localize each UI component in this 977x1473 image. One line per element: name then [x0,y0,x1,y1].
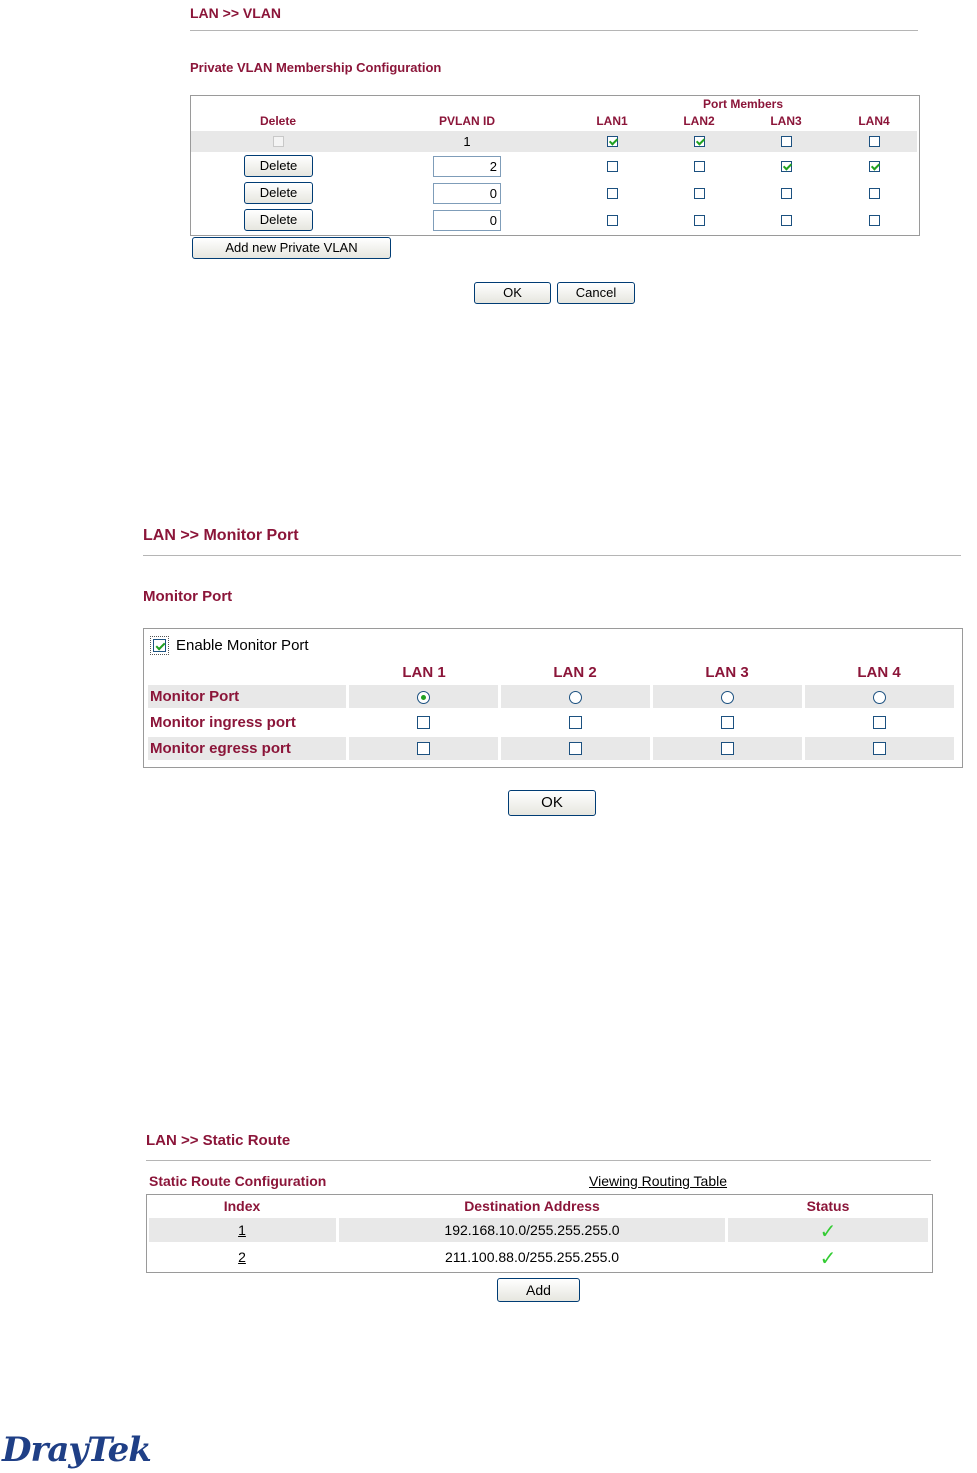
static-route-row1-index-link[interactable]: 1 [238,1222,246,1238]
monitor-egress-lan1-checkbox[interactable] [417,742,430,755]
vlan-header-port-members: Port Members [702,97,784,111]
monitor-ingress-lan2-checkbox[interactable] [569,716,582,729]
static-route-row1-status-check-icon: ✓ [819,1221,837,1243]
vlan-header-lan4: LAN4 [858,114,890,128]
vlan-row2-lan2-checkbox[interactable] [694,188,705,199]
monitor-col-lan3: LAN 3 [705,664,749,681]
monitor-port-lan4-radio[interactable] [873,691,886,704]
vlan-row3-lan3-checkbox[interactable] [781,215,792,226]
vlan-breadcrumb: LAN >> VLAN [190,5,282,21]
vlan-row2-pvlan-id-input[interactable]: 0 [433,183,501,204]
vlan-default-row [191,131,917,152]
enable-monitor-port-checkbox[interactable] [153,639,166,652]
monitor-col-lan1: LAN 1 [402,664,446,681]
monitor-ingress-lan1-checkbox[interactable] [417,716,430,729]
static-route-header-status: Status [806,1198,850,1214]
static-route-divider [146,1160,931,1161]
monitor-col-lan4: LAN 4 [857,664,901,681]
vlan-default-lan3-checkbox[interactable] [781,136,792,147]
vlan-default-lan1-checkbox[interactable] [607,136,618,147]
monitor-ok-button[interactable]: OK [508,790,596,816]
monitor-port-lan1-radio[interactable] [417,691,430,704]
vlan-default-lan2-checkbox[interactable] [694,136,705,147]
viewing-routing-table-link[interactable]: Viewing Routing Table [589,1173,728,1189]
vlan-row3-lan1-checkbox[interactable] [607,215,618,226]
vlan-header-pvlan-id: PVLAN ID [438,114,495,128]
vlan-row3-delete-button[interactable]: Delete [244,209,313,231]
add-private-vlan-button[interactable]: Add new Private VLAN [192,237,391,259]
vlan-row1-pvlan-id-input[interactable]: 2 [433,156,501,177]
static-route-row2-destination: 211.100.88.0/255.255.255.0 [444,1249,620,1265]
monitor-section-title: Monitor Port [143,588,233,605]
vlan-header-lan1: LAN1 [596,114,628,128]
vlan-default-delete-checkbox [273,136,284,147]
monitor-egress-lan3-checkbox[interactable] [721,742,734,755]
monitor-divider [143,555,961,556]
monitor-port-lan3-radio[interactable] [721,691,734,704]
monitor-ingress-lan4-checkbox[interactable] [873,716,886,729]
monitor-egress-label: Monitor egress port [150,740,291,757]
vlan-row1-lan3-checkbox[interactable] [781,161,792,172]
monitor-col-lan2: LAN 2 [553,664,597,681]
vlan-default-id: 1 [463,134,471,149]
static-route-row2-status-check-icon: ✓ [819,1248,837,1270]
vlan-header-lan3: LAN3 [770,114,802,128]
vlan-row1-lan4-checkbox[interactable] [869,161,880,172]
vlan-row1-delete-button[interactable]: Delete [244,155,313,177]
vlan-row3-lan4-checkbox[interactable] [869,215,880,226]
vlan-row2-lan3-checkbox[interactable] [781,188,792,199]
static-route-row2-index-link[interactable]: 2 [238,1249,246,1265]
vlan-row3-pvlan-id-input[interactable]: 0 [433,210,501,231]
static-route-breadcrumb: LAN >> Static Route [146,1132,291,1149]
static-route-row1-destination: 192.168.10.0/255.255.255.0 [444,1222,620,1238]
monitor-port-label: Monitor Port [150,688,240,705]
monitor-egress-lan2-checkbox[interactable] [569,742,582,755]
vlan-row3-lan2-checkbox[interactable] [694,215,705,226]
vlan-section-title: Private VLAN Membership Configuration [190,60,442,75]
vlan-default-lan4-checkbox[interactable] [869,136,880,147]
monitor-breadcrumb: LAN >> Monitor Port [143,527,299,544]
vlan-row2-delete-button[interactable]: Delete [244,182,313,204]
vlan-header-lan2: LAN2 [683,114,715,128]
vlan-cancel-button[interactable]: Cancel [557,282,635,304]
monitor-ingress-label: Monitor ingress port [150,714,296,731]
vlan-row1-lan2-checkbox[interactable] [694,161,705,172]
monitor-ingress-lan3-checkbox[interactable] [721,716,734,729]
monitor-egress-lan4-checkbox[interactable] [873,742,886,755]
vlan-row1-lan1-checkbox[interactable] [607,161,618,172]
monitor-port-lan2-radio[interactable] [569,691,582,704]
static-route-header-destination: Destination Address [464,1198,600,1214]
static-route-add-button[interactable]: Add [497,1278,580,1302]
vlan-row2-lan4-checkbox[interactable] [869,188,880,199]
static-route-section-title: Static Route Configuration [149,1173,327,1189]
vlan-ok-button[interactable]: OK [474,282,551,304]
draytek-logo: DrayTek [2,1430,151,1470]
vlan-header-delete: Delete [259,114,297,128]
vlan-row2-lan1-checkbox[interactable] [607,188,618,199]
vlan-divider [190,30,918,31]
enable-monitor-port-label: Enable Monitor Port [176,637,309,654]
static-route-header-index: Index [223,1198,261,1214]
